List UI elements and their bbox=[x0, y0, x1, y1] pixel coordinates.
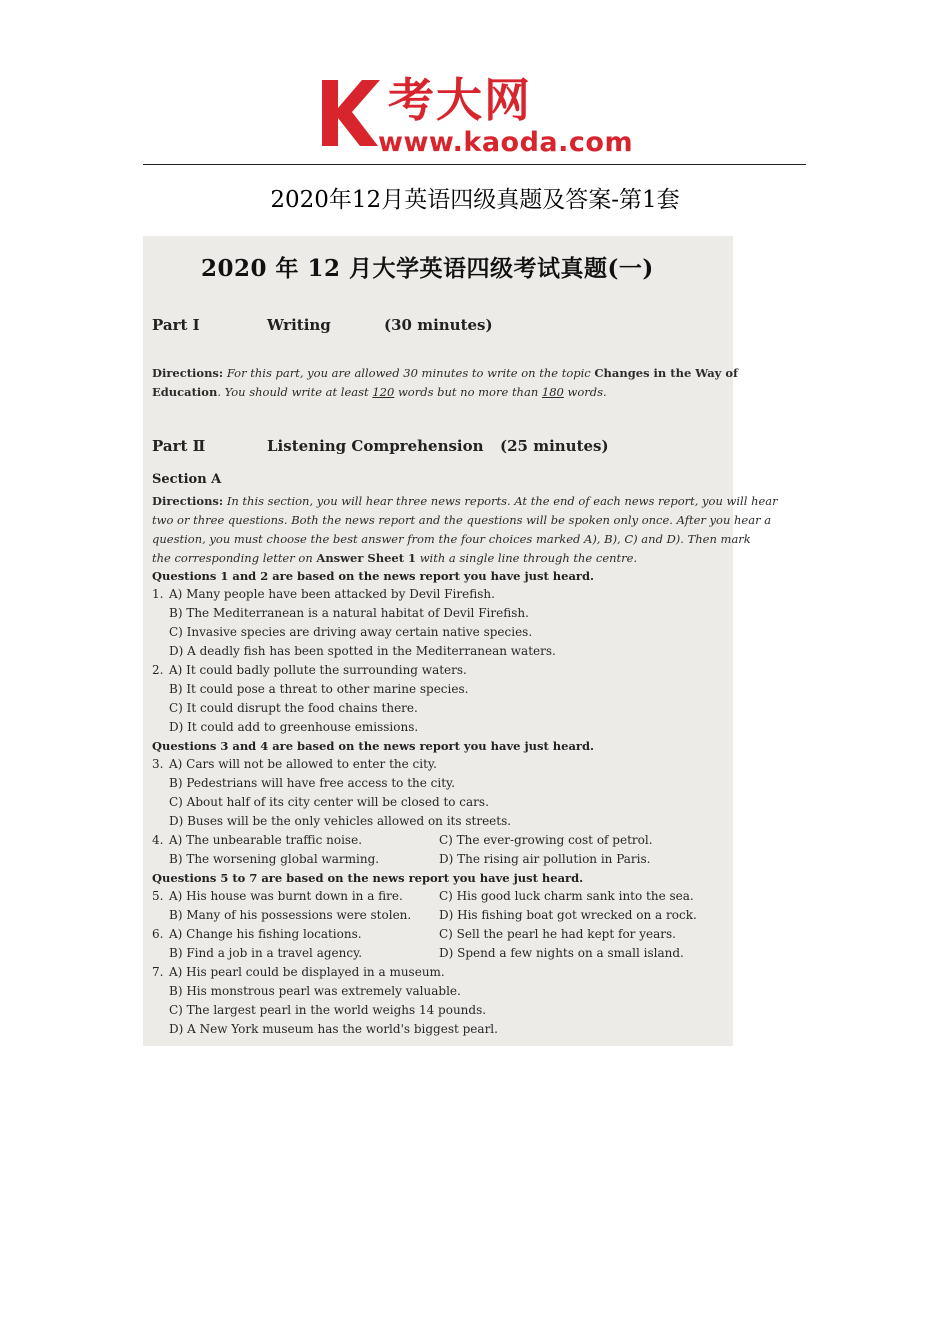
question-6-option-c: C) Sell the pearl he had kept for years. bbox=[439, 927, 676, 941]
question-1-option-c: C) Invasive species are driving away certain native species. bbox=[169, 625, 533, 639]
exam-title: 2020 年 12 月大学英语四级考试真题(一) bbox=[201, 255, 654, 282]
part1-directions-line2: Education. You should write at least 120 words but no more than 180 words. bbox=[152, 385, 607, 399]
question-5-option-d: D) His fishing boat got wrecked on a rock. bbox=[439, 908, 697, 922]
brand-url: www.kaoda.com bbox=[378, 127, 634, 158]
part2-label: Part Ⅱ bbox=[152, 437, 206, 455]
question-6-option-d: D) Spend a few nights on a small island. bbox=[439, 946, 684, 960]
question-4-option-b: B) The worsening global warming. bbox=[169, 852, 380, 866]
question-2-option-b: B) It could pose a threat to other marine species. bbox=[169, 682, 469, 696]
part2-directions-line2: two or three questions. Both the news report and the questions will be spoken only once. After you hear a bbox=[152, 513, 772, 527]
question-7-option-b: B) His monstrous pearl was extremely valuable. bbox=[169, 984, 461, 998]
question-2-option-a: 2. A) It could badly pollute the surrounding waters. bbox=[152, 663, 467, 677]
scanned-exam-page bbox=[143, 236, 778, 1046]
k-logo-icon bbox=[318, 78, 382, 148]
question-1-option-a: 1. A) Many people have been attacked by Devil Firefish. bbox=[152, 587, 495, 601]
part1-time: (30 minutes) bbox=[384, 316, 493, 334]
question-6-option-a: 6. A) Change his fishing locations. bbox=[152, 927, 362, 941]
kaoda-logo bbox=[318, 72, 648, 164]
part1-directions-line1: Directions: For this part, you are allowed 30 minutes to write on the topic Changes in the Way of bbox=[152, 366, 738, 380]
brand-name-cn: 考大网 bbox=[388, 73, 532, 127]
part2-directions-line3: question, you must choose the best answer from the four choices marked A), B), C) and D). Then mark bbox=[152, 532, 751, 546]
part1-name: Writing bbox=[267, 316, 331, 334]
question-5-option-b: B) Many of his possessions were stolen. bbox=[169, 908, 412, 922]
question-4-option-a: 4. A) The unbearable traffic noise. bbox=[152, 833, 363, 847]
question-3-option-a: 3. A) Cars will not be allowed to enter the city. bbox=[152, 757, 437, 771]
part2-name: Listening Comprehension bbox=[267, 437, 484, 455]
questions-heading-2: Questions 3 and 4 are based on the news report you have just heard. bbox=[152, 739, 595, 753]
question-5-option-c: C) His good luck charm sank into the sea. bbox=[439, 889, 694, 903]
question-3-option-b: B) Pedestrians will have free access to the city. bbox=[169, 776, 456, 790]
question-5-option-a: 5. A) His house was burnt down in a fire. bbox=[152, 889, 403, 903]
section-a-heading: Section A bbox=[152, 472, 222, 487]
question-3-option-d: D) Buses will be the only vehicles allowed on its streets. bbox=[169, 814, 512, 828]
part2-directions-line1: Directions: In this section, you will hear three news reports. At the end of each news report, you will hear bbox=[152, 494, 778, 508]
questions-heading-1: Questions 1 and 2 are based on the news report you have just heard. bbox=[152, 569, 595, 583]
document-title: 2020年12月英语四级真题及答案-第1套 bbox=[270, 187, 680, 213]
question-2-option-c: C) It could disrupt the food chains there. bbox=[169, 701, 418, 715]
question-7-option-d: D) A New York museum has the world's biggest pearl. bbox=[169, 1022, 498, 1036]
question-7-option-a: 7. A) His pearl could be displayed in a museum. bbox=[152, 965, 445, 979]
question-6-option-b: B) Find a job in a travel agency. bbox=[169, 946, 363, 960]
part2-directions-line4: the corresponding letter on Answer Sheet 1 with a single line through the centre. bbox=[152, 551, 638, 565]
question-1-option-b: B) The Mediterranean is a natural habitat of Devil Firefish. bbox=[169, 606, 529, 620]
question-1-option-d: D) A deadly fish has been spotted in the Mediterranean waters. bbox=[169, 644, 556, 658]
question-4-option-c: C) The ever-growing cost of petrol. bbox=[439, 833, 653, 847]
question-3-option-c: C) About half of its city center will be closed to cars. bbox=[169, 795, 489, 809]
question-2-option-d: D) It could add to greenhouse emissions. bbox=[169, 720, 419, 734]
directions-label: Directions: bbox=[152, 366, 224, 380]
question-4-option-d: D) The rising air pollution in Paris. bbox=[439, 852, 651, 866]
question-7-option-c: C) The largest pearl in the world weighs 14 pounds. bbox=[169, 1003, 487, 1017]
header-rule bbox=[143, 164, 806, 165]
part1-label: Part Ⅰ bbox=[152, 316, 200, 334]
questions-heading-3: Questions 5 to 7 are based on the news report you have just heard. bbox=[152, 871, 584, 885]
part2-time: (25 minutes) bbox=[500, 437, 609, 455]
